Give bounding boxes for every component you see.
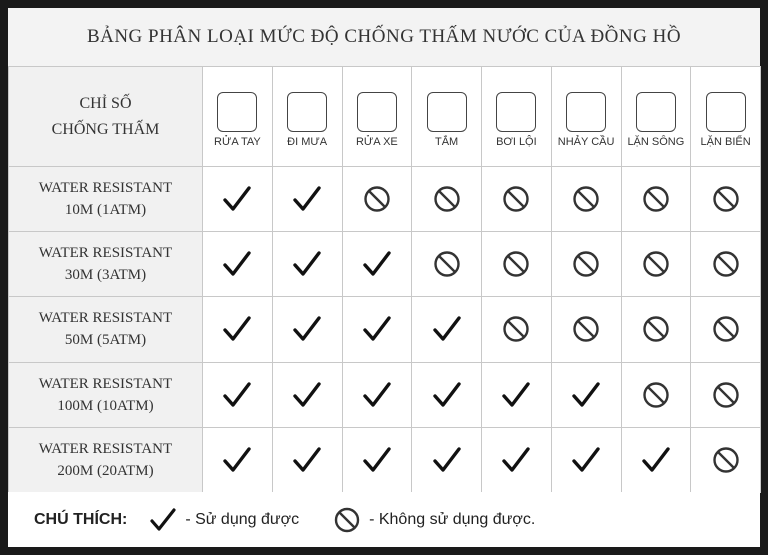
- prohibited-icon: [501, 249, 531, 279]
- cell-allowed: [482, 362, 552, 427]
- table-row: [9, 297, 761, 362]
- cell-allowed: [203, 297, 273, 362]
- cell-allowed: [272, 167, 342, 232]
- prohibited-icon: [641, 314, 671, 344]
- rating-line-1: WATER RESISTANT: [38, 375, 173, 392]
- corner-line-2: CHỐNG THẤM: [51, 120, 160, 138]
- legend-yes-text: - Sử dụng được: [185, 510, 300, 528]
- activity-header-2: [272, 67, 342, 167]
- cell-allowed: [272, 427, 342, 492]
- prohibited-icon: [571, 184, 601, 214]
- scuba-diver-icon: [706, 92, 746, 132]
- cell-not-allowed: [551, 167, 621, 232]
- activity-label: TẮM: [435, 135, 459, 148]
- legend-no: [333, 506, 535, 534]
- check-icon: [362, 446, 392, 474]
- activity-header-4: [412, 67, 482, 167]
- cell-not-allowed: [482, 232, 552, 297]
- cell-not-allowed: [482, 167, 552, 232]
- check-icon: [432, 446, 462, 474]
- cell-allowed: [621, 427, 691, 492]
- cell-not-allowed: [621, 167, 691, 232]
- rating-line-2: 200M (20ATM): [57, 462, 154, 479]
- rating-label: [9, 167, 203, 232]
- prohibited-icon: [711, 445, 741, 475]
- check-icon: [292, 185, 322, 213]
- check-icon: [149, 507, 177, 533]
- prohibited-icon: [333, 506, 361, 534]
- table-row: [9, 167, 761, 232]
- table-row: [9, 232, 761, 297]
- rating-line-1: WATER RESISTANT: [38, 310, 173, 327]
- cell-allowed: [272, 362, 342, 427]
- prohibited-icon: [571, 249, 601, 279]
- swimmer-icon: [496, 92, 536, 132]
- cell-not-allowed: [621, 362, 691, 427]
- activity-label: RỬA XE: [355, 135, 398, 148]
- legend-key: CHÚ THÍCH:: [34, 510, 128, 528]
- cell-not-allowed: [551, 232, 621, 297]
- car-wash-icon: [357, 92, 397, 132]
- table-row: [9, 362, 761, 427]
- cell-not-allowed: [482, 297, 552, 362]
- check-icon: [222, 250, 252, 278]
- rating-label: [9, 362, 203, 427]
- prohibited-icon: [501, 184, 531, 214]
- check-icon: [222, 381, 252, 409]
- cell-allowed: [412, 427, 482, 492]
- prohibited-icon: [641, 380, 671, 410]
- check-icon: [222, 446, 252, 474]
- cell-not-allowed: [621, 232, 691, 297]
- prohibited-icon: [432, 249, 462, 279]
- cell-not-allowed: [342, 167, 412, 232]
- water-resistance-chart: [8, 8, 760, 547]
- corner-header: [9, 67, 203, 167]
- prohibited-icon: [362, 184, 392, 214]
- rating-line-2: 10M (1ATM): [64, 202, 147, 219]
- cell-allowed: [203, 167, 273, 232]
- check-icon: [432, 315, 462, 343]
- rating-line-1: WATER RESISTANT: [38, 180, 173, 197]
- cell-not-allowed: [691, 167, 761, 232]
- table-row: [9, 427, 761, 492]
- cell-not-allowed: [691, 362, 761, 427]
- check-icon: [571, 446, 601, 474]
- activity-header-5: [482, 67, 552, 167]
- check-icon: [501, 446, 531, 474]
- check-icon: [362, 381, 392, 409]
- prohibited-icon: [711, 249, 741, 279]
- legend-yes: [149, 507, 299, 533]
- check-icon: [641, 446, 671, 474]
- cell-allowed: [342, 232, 412, 297]
- corner-line-1: CHỈ SỐ: [79, 94, 132, 112]
- rating-label: [9, 297, 203, 362]
- activity-label: NHẢY CẦU: [557, 135, 615, 148]
- rain-cloud-icon: [287, 92, 327, 132]
- chart-title: BẢNG PHÂN LOẠI MỨC ĐỘ CHỐNG THẤM NƯỚC CỦA ĐỒNG HỒ: [86, 26, 682, 47]
- cell-not-allowed: [621, 297, 691, 362]
- prohibited-icon: [501, 314, 531, 344]
- cell-not-allowed: [691, 427, 761, 492]
- legend: [8, 492, 760, 547]
- cell-allowed: [272, 297, 342, 362]
- cell-allowed: [272, 232, 342, 297]
- cell-not-allowed: [691, 297, 761, 362]
- legend-no-text: - Không sử dụng được.: [369, 510, 536, 528]
- activity-label: ĐI MƯA: [287, 135, 328, 148]
- rating-line-1: WATER RESISTANT: [38, 440, 173, 457]
- resistance-table: [8, 66, 761, 493]
- cell-not-allowed: [551, 297, 621, 362]
- faucet-icon: [217, 92, 257, 132]
- activity-label: LẶN BIỂN: [700, 135, 751, 148]
- prohibited-icon: [641, 249, 671, 279]
- cell-allowed: [203, 427, 273, 492]
- cell-allowed: [482, 427, 552, 492]
- cell-allowed: [412, 362, 482, 427]
- activity-header-8: [691, 67, 761, 167]
- cell-not-allowed: [691, 232, 761, 297]
- prohibited-icon: [711, 380, 741, 410]
- rating-line-2: 50M (5ATM): [64, 332, 147, 349]
- cell-allowed: [203, 232, 273, 297]
- river-diver-icon: [636, 92, 676, 132]
- cell-allowed: [412, 297, 482, 362]
- check-icon: [292, 250, 322, 278]
- activity-label: RỬA TAY: [214, 135, 261, 148]
- check-icon: [362, 315, 392, 343]
- cell-allowed: [342, 362, 412, 427]
- rating-line-2: 30M (3ATM): [64, 267, 147, 284]
- prohibited-icon: [571, 314, 601, 344]
- check-icon: [432, 381, 462, 409]
- check-icon: [222, 185, 252, 213]
- check-icon: [292, 446, 322, 474]
- prohibited-icon: [432, 184, 462, 214]
- cell-allowed: [551, 362, 621, 427]
- cell-not-allowed: [412, 167, 482, 232]
- shower-icon: [427, 92, 467, 132]
- check-icon: [292, 315, 322, 343]
- check-icon: [571, 381, 601, 409]
- cell-allowed: [551, 427, 621, 492]
- rating-line-1: WATER RESISTANT: [38, 245, 173, 262]
- check-icon: [501, 381, 531, 409]
- activity-header-7: [621, 67, 691, 167]
- prohibited-icon: [641, 184, 671, 214]
- activity-header-6: [551, 67, 621, 167]
- cell-allowed: [342, 427, 412, 492]
- activity-label: BƠI LỘI: [496, 135, 537, 148]
- cell-allowed: [342, 297, 412, 362]
- diver-jump-icon: [566, 92, 606, 132]
- activity-label: LẶN SÔNG: [627, 135, 685, 148]
- rating-line-2: 100M (10ATM): [57, 397, 154, 414]
- cell-not-allowed: [412, 232, 482, 297]
- rating-label: [9, 427, 203, 492]
- rating-label: [9, 232, 203, 297]
- prohibited-icon: [711, 314, 741, 344]
- cell-allowed: [203, 362, 273, 427]
- check-icon: [362, 250, 392, 278]
- prohibited-icon: [711, 184, 741, 214]
- check-icon: [292, 381, 322, 409]
- check-icon: [222, 315, 252, 343]
- activity-header-1: [203, 67, 273, 167]
- activity-header-3: [342, 67, 412, 167]
